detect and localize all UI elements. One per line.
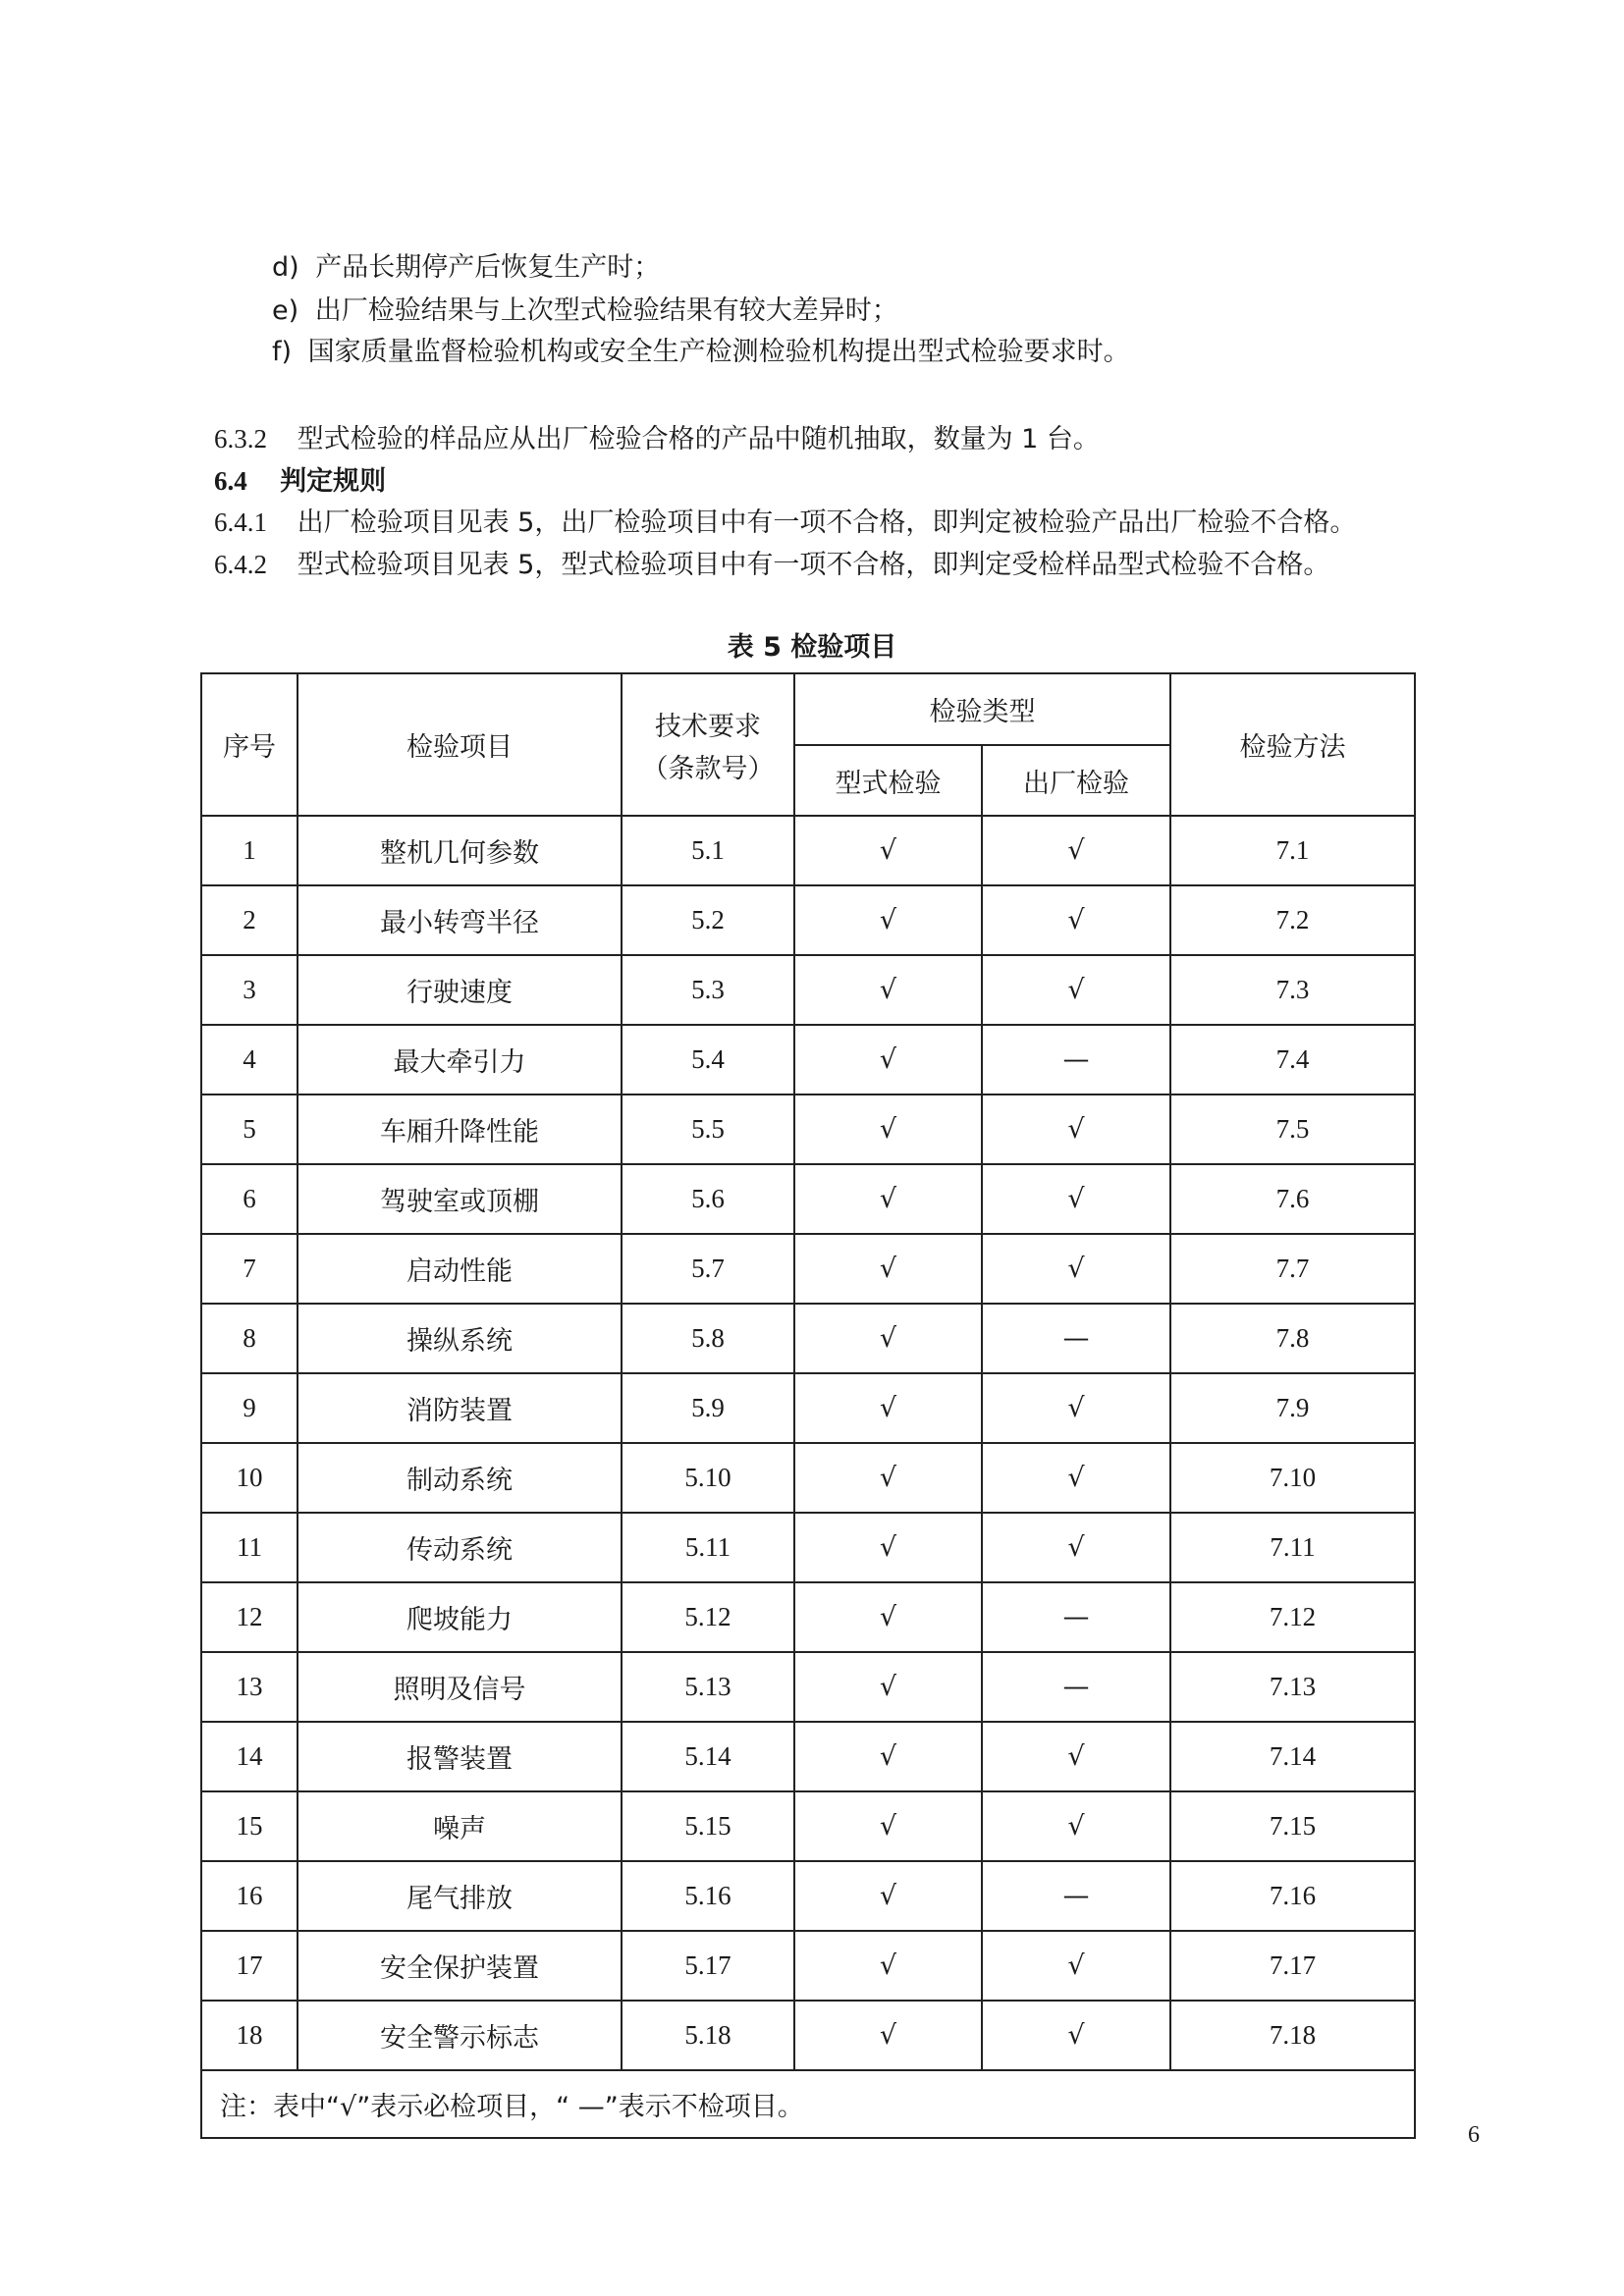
cell-type-test: √ [794,1513,982,1582]
table-row [201,1095,1415,1164]
cell-requirement: 5.6 [622,1164,794,1234]
table-title: 表 5 检验项目 [727,632,897,663]
cell-requirement: 5.18 [622,2001,794,2070]
cell-item: 爬坡能力 [298,1582,622,1652]
cell-factory-test: √ [982,955,1170,1025]
cell-item: 最大牵引力 [298,1025,622,1095]
list-item-d [272,250,660,286]
cell-type-test: √ [794,1234,982,1304]
cell-method: 7.4 [1170,1025,1415,1095]
cell-requirement: 5.14 [622,1722,794,1791]
cell-requirement: 5.11 [622,1513,794,1582]
list-item-f [272,335,1130,370]
list-text: 国家质量监督检验机构或安全生产检测检验机构提出型式检验要求时。 [307,337,1130,367]
table-row [201,885,1415,955]
header-method: 检验方法 [1170,673,1415,816]
cell-seq: 6 [201,1164,298,1234]
cell-seq: 12 [201,1582,298,1652]
cell-type-test: √ [794,955,982,1025]
cell-factory-test: √ [982,2001,1170,2070]
cell-seq: 18 [201,2001,298,2070]
cell-seq: 15 [201,1791,298,1861]
clause-text: 出厂检验项目见表 5，出厂检验项目中有一项不合格，即判定被检验产品出厂检验不合格。 [297,507,1357,538]
cell-method: 7.11 [1170,1513,1415,1582]
cell-requirement: 5.2 [622,885,794,955]
cell-factory-test: √ [982,885,1170,955]
cell-requirement: 5.15 [622,1791,794,1861]
cell-factory-test: √ [982,1443,1170,1513]
cell-item: 操纵系统 [298,1304,622,1373]
cell-requirement: 5.8 [622,1304,794,1373]
cell-requirement: 5.10 [622,1443,794,1513]
cell-item: 行驶速度 [298,955,622,1025]
list-text: 产品长期停产后恢复生产时； [315,252,661,283]
header-inspection-type: 检验类型 [794,673,1170,745]
cell-item: 报警装置 [298,1722,622,1791]
table-row [201,1304,1415,1373]
table-row [201,1722,1415,1791]
table-row [201,816,1415,885]
cell-factory-test: √ [982,1373,1170,1443]
cell-type-test: √ [794,2001,982,2070]
cell-seq: 10 [201,1443,298,1513]
cell-factory-test: — [982,1025,1170,1095]
cell-method: 7.15 [1170,1791,1415,1861]
cell-method: 7.7 [1170,1234,1415,1304]
cell-seq: 14 [201,1722,298,1791]
cell-seq: 8 [201,1304,298,1373]
header-type-test: 型式检验 [794,745,982,816]
cell-method: 7.10 [1170,1443,1415,1513]
cell-type-test: √ [794,1931,982,2001]
cell-requirement: 5.13 [622,1652,794,1722]
cell-seq: 13 [201,1652,298,1722]
clause-6-4-1 [214,505,1356,541]
cell-factory-test: — [982,1304,1170,1373]
cell-type-test: √ [794,1373,982,1443]
cell-type-test: √ [794,885,982,955]
page-number: 6 [1468,2122,1480,2148]
cell-type-test: √ [794,1025,982,1095]
cell-item: 车厢升降性能 [298,1095,622,1164]
cell-seq: 17 [201,1931,298,2001]
cell-type-test: √ [794,1791,982,1861]
cell-factory-test: — [982,1652,1170,1722]
cell-requirement: 5.12 [622,1582,794,1652]
cell-method: 7.16 [1170,1861,1415,1931]
cell-requirement: 5.3 [622,955,794,1025]
cell-item: 驾驶室或顶棚 [298,1164,622,1234]
clause-6-3-2 [214,421,1100,457]
cell-method: 7.3 [1170,955,1415,1025]
cell-factory-test: √ [982,1722,1170,1791]
header-requirement-line1: 技术要求 [655,711,761,742]
cell-item: 传动系统 [298,1513,622,1582]
clause-text: 型式检验项目见表 5，型式检验项目中有一项不合格，即判定受检样品型式检验不合格。 [297,550,1330,580]
clause-heading: 判定规则 [280,466,387,497]
cell-method: 7.8 [1170,1304,1415,1373]
cell-requirement: 5.4 [622,1025,794,1095]
cell-factory-test: √ [982,1164,1170,1234]
list-marker: e) [272,295,299,326]
cell-type-test: √ [794,1652,982,1722]
cell-item: 噪声 [298,1791,622,1861]
table-row [201,1443,1415,1513]
cell-method: 7.13 [1170,1652,1415,1722]
clause-text: 型式检验的样品应从出厂检验合格的产品中随机抽取，数量为 1 台。 [297,424,1100,454]
cell-method: 7.5 [1170,1095,1415,1164]
cell-requirement: 5.9 [622,1373,794,1443]
cell-method: 7.17 [1170,1931,1415,2001]
clause-6-4 [214,463,386,500]
table-row [201,1513,1415,1582]
cell-method: 7.14 [1170,1722,1415,1791]
cell-type-test: √ [794,1582,982,1652]
table-row [201,1791,1415,1861]
cell-type-test: √ [794,1443,982,1513]
clause-number: 6.4.2 [214,550,267,579]
header-requirement-line2: （条款号） [641,753,775,784]
table-row [201,1025,1415,1095]
clause-6-4-2 [214,547,1329,583]
cell-method: 7.9 [1170,1373,1415,1443]
header-seq: 序号 [201,673,298,816]
cell-seq: 16 [201,1861,298,1931]
cell-seq: 4 [201,1025,298,1095]
cell-factory-test: — [982,1582,1170,1652]
cell-factory-test: — [982,1861,1170,1931]
cell-item: 消防装置 [298,1373,622,1443]
cell-factory-test: √ [982,1095,1170,1164]
table-row [201,1652,1415,1722]
header-factory-test: 出厂检验 [982,745,1170,816]
clause-number: 6.3.2 [214,424,267,454]
header-requirement [622,673,794,816]
cell-type-test: √ [794,1722,982,1791]
cell-method: 7.12 [1170,1582,1415,1652]
cell-factory-test: √ [982,816,1170,885]
cell-method: 7.2 [1170,885,1415,955]
table-row [201,1234,1415,1304]
cell-requirement: 5.17 [622,1931,794,2001]
clause-number: 6.4.1 [214,507,267,537]
table-row [201,1373,1415,1443]
cell-factory-test: √ [982,1513,1170,1582]
cell-seq: 2 [201,885,298,955]
cell-type-test: √ [794,816,982,885]
cell-requirement: 5.1 [622,816,794,885]
cell-item: 启动性能 [298,1234,622,1304]
cell-factory-test: √ [982,1791,1170,1861]
cell-method: 7.1 [1170,816,1415,885]
cell-item: 整机几何参数 [298,816,622,885]
cell-item: 安全警示标志 [298,2001,622,2070]
inspection-table [200,672,1416,2139]
cell-type-test: √ [794,1861,982,1931]
cell-seq: 3 [201,955,298,1025]
cell-seq: 1 [201,816,298,885]
table-row [201,1164,1415,1234]
table-row [201,1931,1415,2001]
cell-factory-test: √ [982,1234,1170,1304]
table-row [201,955,1415,1025]
header-item: 检验项目 [298,673,622,816]
cell-factory-test: √ [982,1931,1170,2001]
list-text: 出厂检验结果与上次型式检验结果有较大差异时； [314,295,898,326]
list-marker: d) [272,252,299,283]
table-note: 注：表中“√”表示必检项目，“ —”表示不检项目。 [201,2070,1415,2138]
cell-method: 7.18 [1170,2001,1415,2070]
cell-type-test: √ [794,1095,982,1164]
cell-item: 最小转弯半径 [298,885,622,955]
cell-type-test: √ [794,1304,982,1373]
cell-requirement: 5.5 [622,1095,794,1164]
cell-seq: 9 [201,1373,298,1443]
cell-item: 尾气排放 [298,1861,622,1931]
cell-method: 7.6 [1170,1164,1415,1234]
cell-type-test: √ [794,1164,982,1234]
table-row [201,1582,1415,1652]
table-row [201,1861,1415,1931]
cell-item: 制动系统 [298,1443,622,1513]
cell-seq: 5 [201,1095,298,1164]
table-row [201,2001,1415,2070]
cell-item: 安全保护装置 [298,1931,622,2001]
clause-number: 6.4 [214,466,247,496]
cell-item: 照明及信号 [298,1652,622,1722]
cell-requirement: 5.16 [622,1861,794,1931]
list-marker: f) [272,337,293,367]
cell-seq: 11 [201,1513,298,1582]
cell-requirement: 5.7 [622,1234,794,1304]
list-item-e [272,294,898,329]
cell-seq: 7 [201,1234,298,1304]
